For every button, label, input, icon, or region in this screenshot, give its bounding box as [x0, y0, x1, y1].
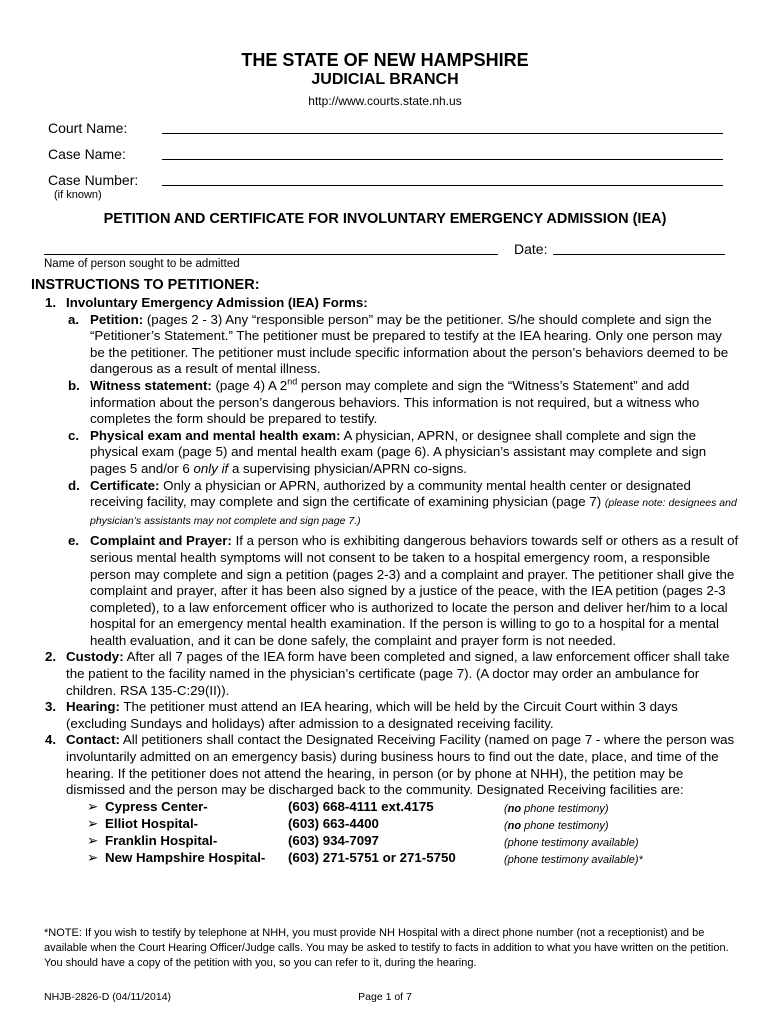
instruction-1e [30, 533, 740, 649]
case-number-label: Case Number: [48, 172, 139, 188]
sub-title: Petition: [90, 311, 144, 327]
instruction-3 [30, 699, 740, 732]
facility-note: (phone testimony available) [504, 836, 639, 849]
sub-text: a supervising physician/APRN co-signs. [228, 460, 467, 476]
sub-letter: e. [68, 533, 80, 549]
instruction-1c [30, 428, 740, 478]
facility-note: (phone testimony available)* [504, 853, 643, 866]
date-label: Date: [514, 241, 548, 257]
instructions-body [30, 295, 740, 867]
sub-letter: a. [68, 311, 80, 327]
sub-title: Complaint and Prayer: [90, 533, 232, 549]
instruction-1d [30, 478, 740, 530]
court-url: http://www.courts.state.nh.us [308, 94, 462, 108]
court-name-label: Court Name: [48, 120, 128, 136]
item-title: Custody: [66, 649, 124, 665]
item-title: Contact: [66, 732, 120, 748]
arrow-bullet-icon: ➢ [87, 798, 99, 814]
instruction-1b [30, 378, 740, 428]
facility-name: New Hampshire Hospital- [105, 849, 266, 865]
person-caption: Name of person sought to be admitted [44, 258, 240, 270]
form-title: PETITION AND CERTIFICATE FOR INVOLUNTARY EMERGENCY ADMISSION (IEA) [103, 211, 667, 227]
facility-name: Elliot Hospital- [105, 815, 199, 831]
emphasis-text: only if [193, 460, 229, 476]
facility-phone: (603) 271-5751 or 271-5750 [288, 849, 456, 865]
case-number-line[interactable] [162, 185, 723, 186]
sub-letter: d. [68, 477, 80, 493]
item-text: The petitioner must attend an IEA hearing, which will be held by the Circuit Court within 3 days (excluding Sundays and holidays) after admission to a designated receiving facility. [66, 699, 678, 731]
case-name-line[interactable] [162, 159, 723, 160]
sub-title: Certificate: [90, 477, 160, 493]
ordinal-suffix: nd [287, 376, 298, 387]
sub-text: (page 4) A 2 [211, 377, 288, 393]
sub-letter: c. [68, 427, 80, 443]
item-number: 4. [45, 732, 57, 748]
if-known-note: (if known) [54, 189, 102, 201]
case-name-label: Case Name: [48, 146, 126, 162]
item-text: All petitioners shall contact the Designated Receiving Facility (named on page 7 - where the person was involuntarily admitted on an emergency basis) during business hours to find out the date, place, and time of the hearing. If the petitioner does not attend the hearing, in person (or by phone at NHH), the petition may be dismissed and the person may be discharged back to the community. Designated Receiving facilities are: [66, 732, 735, 798]
sub-letter: b. [68, 377, 80, 393]
sub-title: Witness statement: [90, 377, 212, 393]
instruction-1 [30, 295, 740, 312]
item-title: Hearing: [66, 699, 120, 715]
facility-row [30, 816, 740, 833]
facility-note: (no phone testimony) [504, 802, 609, 815]
person-name-line[interactable] [44, 254, 498, 255]
arrow-bullet-icon: ➢ [87, 849, 99, 865]
facility-phone: (603) 668-4111 ext.4175 [288, 798, 434, 814]
facility-phone: (603) 934-7097 [288, 832, 379, 848]
court-name-line[interactable] [162, 133, 723, 134]
instruction-2 [30, 649, 740, 699]
date-line[interactable] [553, 254, 725, 255]
instruction-4 [30, 732, 740, 798]
sub-text: person may complete and sign the “Witness’s Statement” and add information about the person’s dangerous behaviors. This information is not required, but a witness who completes the form should be prepared to testify. [90, 377, 700, 427]
instruction-1a [30, 312, 740, 378]
branch-title: JUDICIAL BRANCH [311, 71, 459, 88]
instructions-heading: INSTRUCTIONS TO PETITIONER: [31, 277, 260, 293]
facility-note: (no phone testimony) [504, 819, 609, 832]
facility-phone: (603) 663-4400 [288, 815, 379, 831]
sub-text: Only a physician or APRN, authorized by a community mental health center or designated receiving facility, may complete and sign the certificate of examining physician (page 7) [90, 477, 691, 510]
facility-row [30, 833, 740, 850]
item-title: Involuntary Emergency Admission (IEA) Forms: [66, 295, 368, 310]
form-id: NHJB-2826-D (04/11/2014) [44, 991, 172, 1003]
sub-text: (pages 2 - 3) Any “responsible person” may be the petitioner. S/he should complete and sign the “Petitioner’s Statement.” The petitioner must be prepared to testify at the IEA hearing. Only one person may be the petitioner. The petitioner must include specific information about the person’s behaviors deemed to be dangerous as a result of mental illness. [90, 311, 729, 377]
facility-name: Franklin Hospital- [105, 832, 218, 848]
page-number: Page 1 of 7 [358, 991, 412, 1003]
state-title: THE STATE OF NEW HAMPSHIRE [241, 50, 529, 70]
arrow-bullet-icon: ➢ [87, 815, 99, 831]
facility-row [30, 799, 740, 816]
sub-text: If a person who is exhibiting dangerous behaviors towards self or others as a result of serious mental health symptoms will not consent to be taken to a hospital emergency room, a responsible person may complete and sign a petition (pages 2-3) and a complaint and prayer. The petitioner shall give the complaint and prayer, after it has been also signed by a justice of the peace, with the IEA petition (pages 2-3 completed), to a law enforcement officer who is authorized to locate the person and deliver her/him to a local hospital for an emergency mental health examination. If the person is willing to go to a hospital for a mental health evaluation, and it can be done safely, the complaint and prayer form is not needed. [90, 533, 739, 648]
item-number: 3. [45, 699, 57, 715]
facility-row [30, 850, 740, 867]
arrow-bullet-icon: ➢ [87, 832, 99, 848]
facility-name: Cypress Center- [105, 798, 208, 814]
sub-note: (please note: designees and physician’s assistants may not complete and sign page 7.) [90, 497, 737, 527]
item-text: After all 7 pages of the IEA form have been completed and signed, a law enforcement officer shall take the patient to the facility named in the physician’s certificate (page 7). (A doctor may order an ambulance for children. RSA 135-C:29(II)). [66, 649, 730, 698]
item-number: 1. [45, 295, 57, 310]
telephone-footnote: *NOTE: If you wish to testify by telephone at NHH, you must provide NH Hospital with a direct phone number (not a receptionist) and be available when the Court Hearing Officer/Judge calls. You may be asked to testify to facts in addition to what you have written on the petition. You should have a copy of the petition with you, so you can refer to it, during the hearing. [44, 927, 729, 969]
sub-text: A physician, APRN, or designee shall complete and sign the physical exam (page 5) and mental health exam (page 6). A physician’s assistant may complete and sign pages 5 and/or 6 [90, 427, 707, 476]
item-number: 2. [45, 649, 57, 665]
sub-title: Physical exam and mental health exam: [90, 427, 341, 443]
